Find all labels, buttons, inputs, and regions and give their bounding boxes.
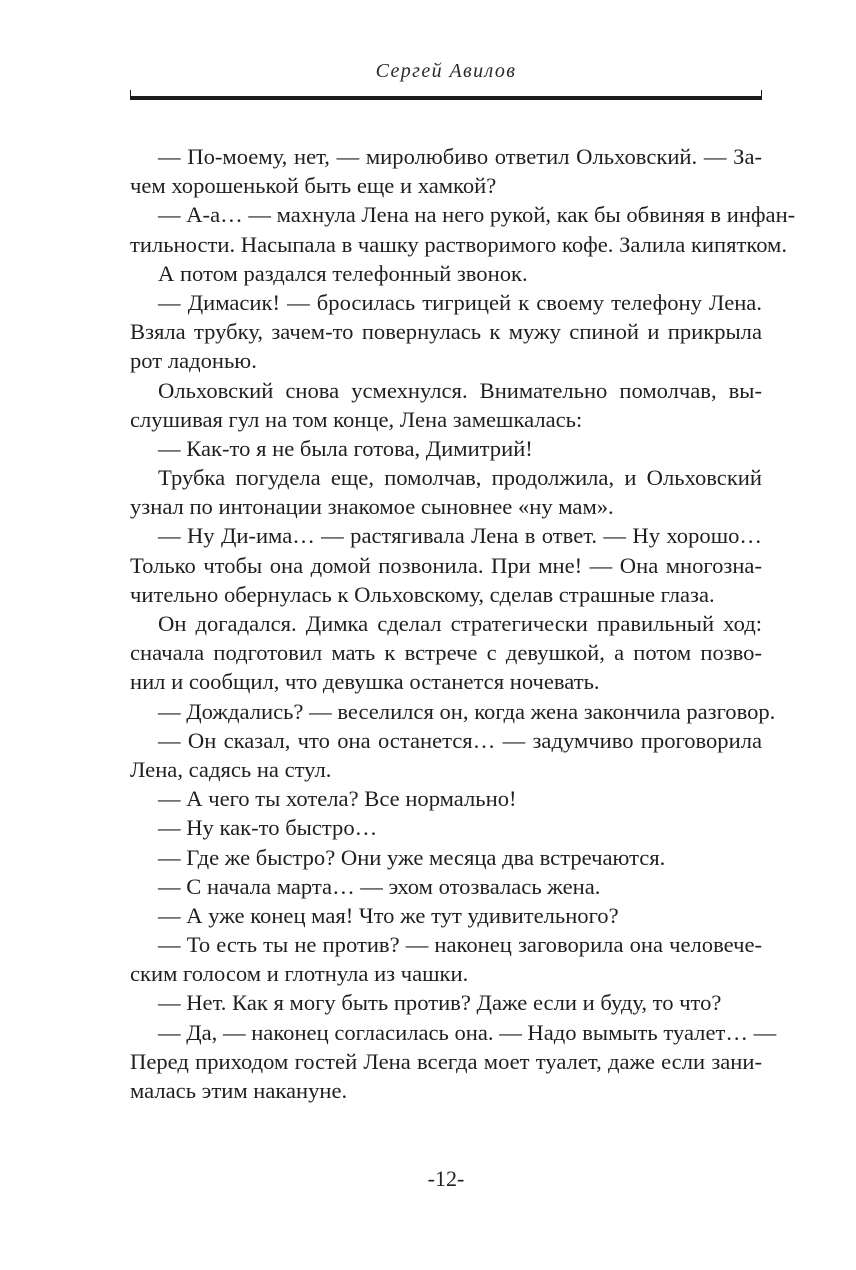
text-line: чительно обернулась к Ольховскому, сделав страшные глаза. — [130, 581, 715, 607]
header-rule — [130, 96, 762, 100]
text-line: узнал по интонации знакомое сыновнее «ну мам». — [130, 494, 614, 520]
text-line: Только чтобы она домой позвонила. При мне! — Она многозна- — [130, 552, 762, 578]
text-line: — Димасик! — бросилась тигрицей к своему телефону Лена. — [158, 289, 762, 315]
text-line: — С начала марта… — эхом отозвалась жена. — [158, 873, 601, 899]
text-line: Он догадался. Димка сделал стратегически правильный ход: — [158, 611, 762, 636]
text-line: — Он сказал, что она останется… — задумчиво проговорила — [158, 727, 762, 753]
text-line: сначала подготовил мать к встрече с девушкой, а потом позво- — [130, 640, 762, 666]
text-line: — Где же быстро? Они уже месяца два встречаются. — [158, 844, 666, 870]
running-head-author: Сергей Авилов — [375, 60, 517, 82]
text-line: — То есть ты не против? — наконец заговорила она человече- — [158, 932, 762, 958]
text-line: Лена, садясь на стул. — [130, 756, 332, 782]
text-line: ским голосом и глотнула из чашки. — [130, 961, 469, 987]
text-line: — Да, — наконец согласилась она. — Надо вымыть туалет… — — [158, 1019, 777, 1045]
text-line: Трубка погудела еще, помолчав, продолжила, и Ольховский — [158, 465, 762, 491]
text-line: нил и сообщил, что девушка останется ночевать. — [130, 669, 600, 695]
text-line: — Как-то я не была готова, Димитрий! — [158, 435, 533, 461]
body-text — [130, 142, 796, 1105]
text-line: — Ну Ди-има… — растягивала Лена в ответ. — Ну хорошо… — [158, 523, 762, 549]
text-line: Ольховский снова усмехнулся. Внимательно помолчав, вы- — [158, 377, 762, 403]
text-line: чем хорошенькой быть еще и хамкой? — [130, 173, 497, 199]
text-line: А потом раздался телефонный звонок. — [158, 260, 528, 286]
text-line: — Дождались? — веселился он, когда жена закончила разговор. — [158, 698, 776, 724]
text-line: — А-а… — махнула Лена на него рукой, как бы обвиняя в инфан- — [158, 202, 796, 228]
text-line: рот ладонью. — [130, 348, 257, 374]
text-line: — А уже конец мая! Что же тут удивительного? — [158, 902, 619, 928]
text-line: — Нет. Как я могу быть против? Даже если и буду, то что? — [158, 990, 722, 1016]
text-line: — По-моему, нет, — миролюбиво ответил Ольховский. — За- — [158, 144, 762, 169]
text-line: Взяла трубку, зачем-то повернулась к мужу спиной и прикрыла — [130, 319, 762, 345]
text-line: малась этим накануне. — [130, 1078, 348, 1103]
text-line: — Ну как-то быстро… — [158, 815, 378, 841]
text-line: тильности. Насыпала в чашку растворимого кофе. Залила кипятком. — [130, 231, 788, 257]
page-number: -12- — [427, 1166, 465, 1191]
text-line: — А чего ты хотела? Все нормально! — [158, 786, 517, 812]
text-line: Перед приходом гостей Лена всегда моет туалет, даже если зани- — [130, 1048, 762, 1074]
text-line: слушивая гул на том конце, Лена замешкалась: — [130, 406, 583, 432]
